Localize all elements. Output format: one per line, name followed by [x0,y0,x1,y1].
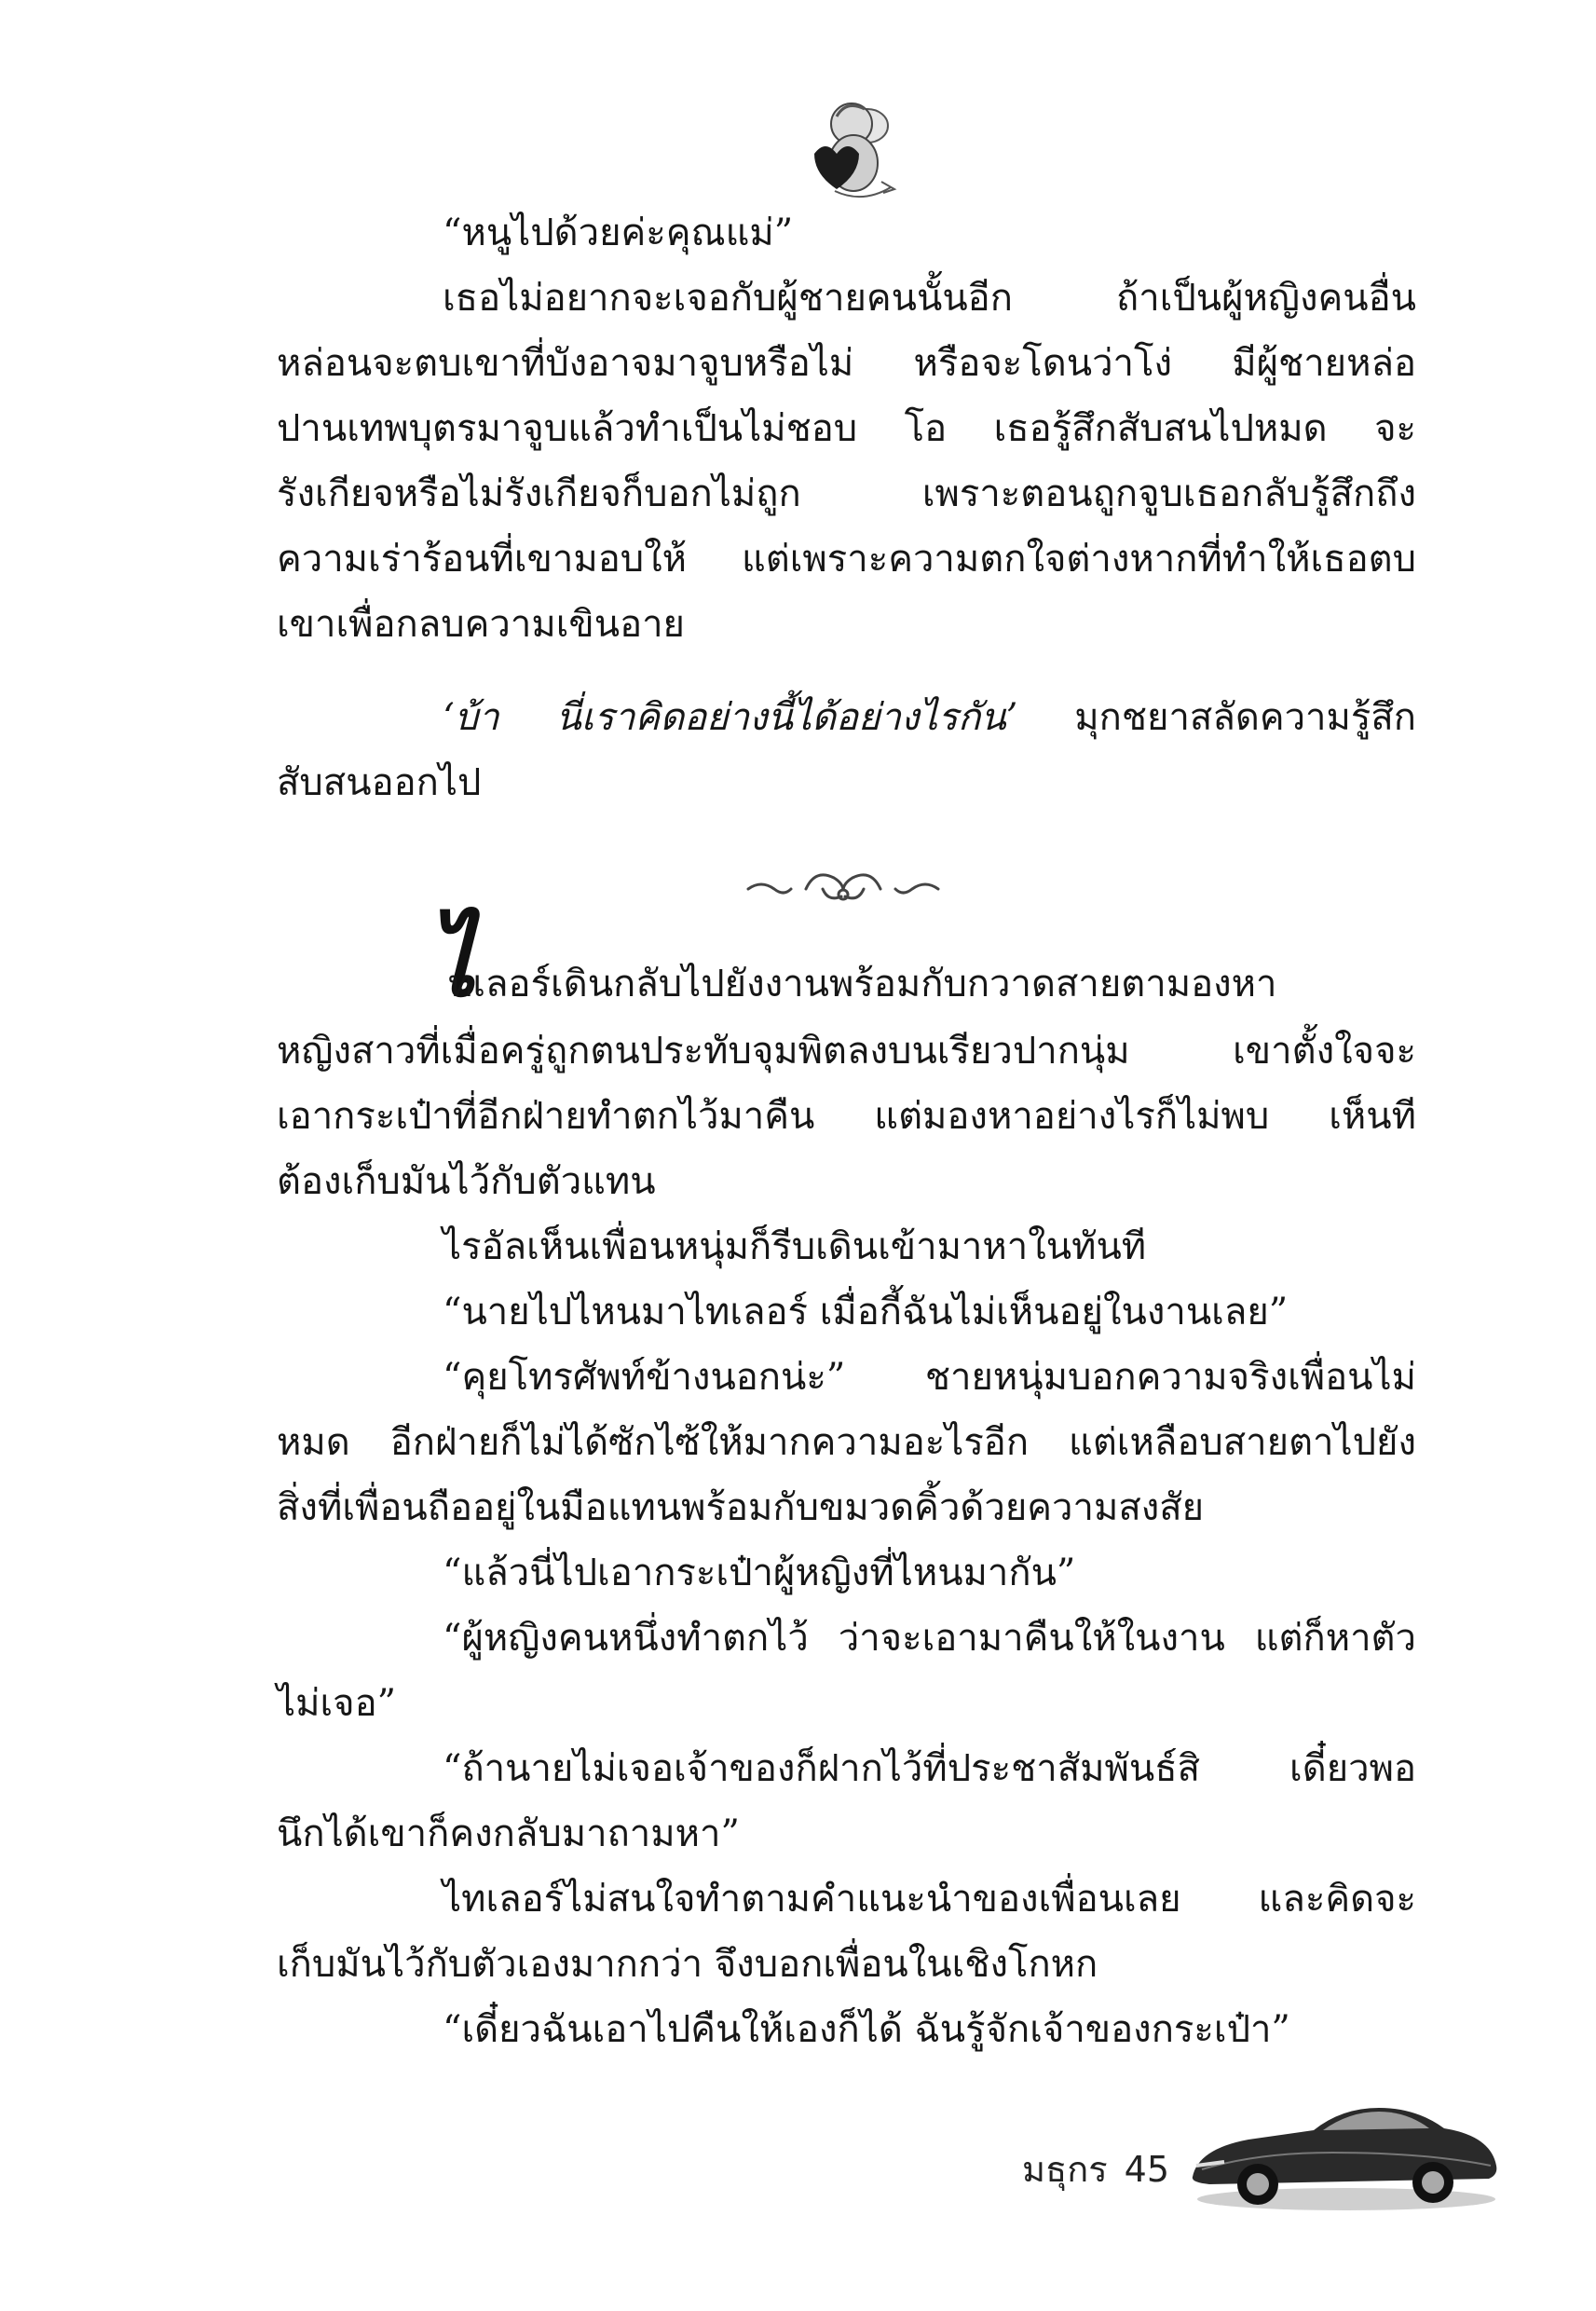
ornament-divider-icon [741,861,946,915]
page-footer [1022,2140,1169,2197]
text-line: ไทเลอร์ไม่สนใจทำตามคำแนะนำของเพื่อนเลย และคิดจะ [443,1878,1416,1921]
text-line: สับสนออกไป [277,761,482,804]
book-title: มธุกร [1022,2149,1108,2190]
text-line: หมด อีกฝ่ายก็ไม่ได้ซักไซ้ให้มากความอะไรอีก แต่เหลือบสายตาไปยัง [277,1421,1416,1464]
text-line: ความเร่าร้อนที่เขามอบให้ แต่เพราะความตกใจต่างหากที่ทำให้เธอตบ [277,538,1416,581]
text-line: ทเลอร์เดินกลับไปยังงานพร้อมกับกวาดสายตามองหา [448,963,1277,1005]
text-line [443,693,1416,745]
text-line: ไม่เจอ” [277,1682,397,1725]
text-line: “เดี๋ยวฉันเอาไปคืนให้เองก็ได้ ฉันรู้จักเจ้าของกระเป๋า” [443,2008,1290,2051]
text-line: “ถ้านายไม่เจอเจ้าของก็ฝากไว้ที่ประชาสัมพันธ์สิ เดี๋ยวพอ [443,1747,1416,1790]
text-line: เอากระเป๋าที่อีกฝ่ายทำตกไว้มาคืน แต่มองหาอย่างไรก็ไม่พบ เห็นที [277,1095,1416,1138]
text-line: เขาเพื่อกลบความเขินอาย [277,603,685,646]
text-line: เก็บมันไว้กับตัวเองมากกว่า จึงบอกเพื่อนในเชิงโกหก [277,1943,1098,1986]
text-line: หล่อนจะตบเขาที่บังอาจมาจูบหรือไม่ หรือจะโดนว่าโง่ มีผู้ชายหล่อ [277,342,1416,385]
car-icon [1183,2080,1500,2220]
text-line: ปานเทพบุตรมาจูบแล้วทำเป็นไม่ชอบ โอ เธอรู้สึกสับสนไปหมด จะ [277,407,1416,450]
italic-thought: ‘บ้า นี่เราคิดอย่างนี้ได้อย่างไรกัน’ [443,696,1018,739]
text-line: “แล้วนี่ไปเอากระเป๋าผู้หญิงที่ไหนมากัน” [443,1552,1076,1594]
text-line: รังเกียจหรือไม่รังเกียจก็บอกไม่ถูก เพราะตอนถูกจูบเธอกลับรู้สึกถึง [277,472,1416,515]
text-line: ไรอัลเห็นเพื่อนหนุ่มก็รีบเดินเข้ามาหาในทันที [443,1225,1147,1268]
text-line: “คุยโทรศัพท์ข้างนอกน่ะ” ชายหนุ่มบอกความจริงเพื่อนไม่ [443,1356,1416,1399]
text-line: “นายไปไหนมาไทเลอร์ เมื่อกี้ฉันไม่เห็นอยู่ในงานเลย” [443,1291,1289,1333]
drop-cap: ไ [427,904,476,1019]
text-line: “หนูไปด้วยค่ะคุณแม่” [443,212,794,254]
page-number: 45 [1124,2149,1170,2190]
text-line: “ผู้หญิงคนหนึ่งทำตกไว้ ว่าจะเอามาคืนให้ในงาน แต่ก็หาตัว [443,1617,1416,1660]
text-line: สิ่งที่เพื่อนถืออยู่ในมือแทนพร้อมกับขมวดคิ้วด้วยความสงสัย [277,1486,1205,1529]
text-line: เธอไม่อยากจะเจอกับผู้ชายคนนั้นอีก ถ้าเป็นผู้หญิงคนอื่น [443,277,1416,320]
text-line: หญิงสาวที่เมื่อครู่ถูกตนประทับจุมพิตลงบนเรียวปากนุ่ม เขาตั้งใจจะ [277,1030,1416,1073]
thought-rest: มุกชยาสลัดความรู้สึก [1017,696,1416,739]
text-line: นึกได้เขาก็คงกลับมาถามหา” [277,1812,740,1855]
text-line: ต้องเก็บมันไว้กับตัวแทน [277,1160,656,1203]
cupid-heart-icon [779,89,909,210]
